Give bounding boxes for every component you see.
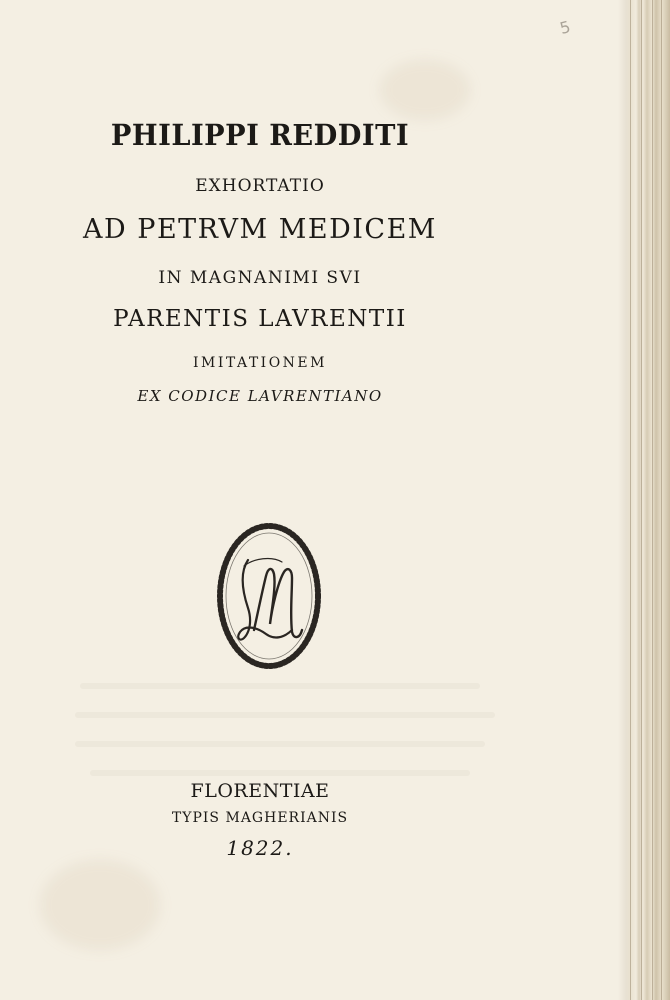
monogram-medallion-icon xyxy=(214,520,324,672)
work-title: EXHORTATIO xyxy=(195,176,325,196)
foxing-stain xyxy=(380,60,470,120)
source-line: EX CODICE LAVRENTIANO xyxy=(137,387,383,405)
bleed-through-line xyxy=(90,770,470,776)
page-edge-line xyxy=(652,0,653,1000)
imprint-year: 1822. xyxy=(226,836,294,860)
foxing-stain xyxy=(40,860,160,950)
page-edge-stack xyxy=(618,0,670,1000)
bleed-through-line xyxy=(75,741,485,747)
margin-note: 5 xyxy=(557,17,573,38)
bleed-through-line xyxy=(80,683,480,689)
subtitle-line: IMITATIONEM xyxy=(193,355,327,371)
imprint-city: FLORENTIAE xyxy=(190,780,330,802)
page-edge-line xyxy=(661,0,662,1000)
addressee-line: AD PETRVM MEDICEM xyxy=(83,214,437,245)
page-edge-line xyxy=(641,0,642,1000)
author-title: PHILIPPI REDDITI xyxy=(110,118,410,152)
subtitle-line: IN MAGNANIMI SVI xyxy=(158,268,362,288)
subtitle-line: PARENTIS LAVRENTII xyxy=(113,306,407,332)
page-edge-line xyxy=(630,0,631,1000)
bleed-through-line xyxy=(75,712,495,718)
imprint-printer: TYPIS MAGHERIANIS xyxy=(171,810,349,826)
